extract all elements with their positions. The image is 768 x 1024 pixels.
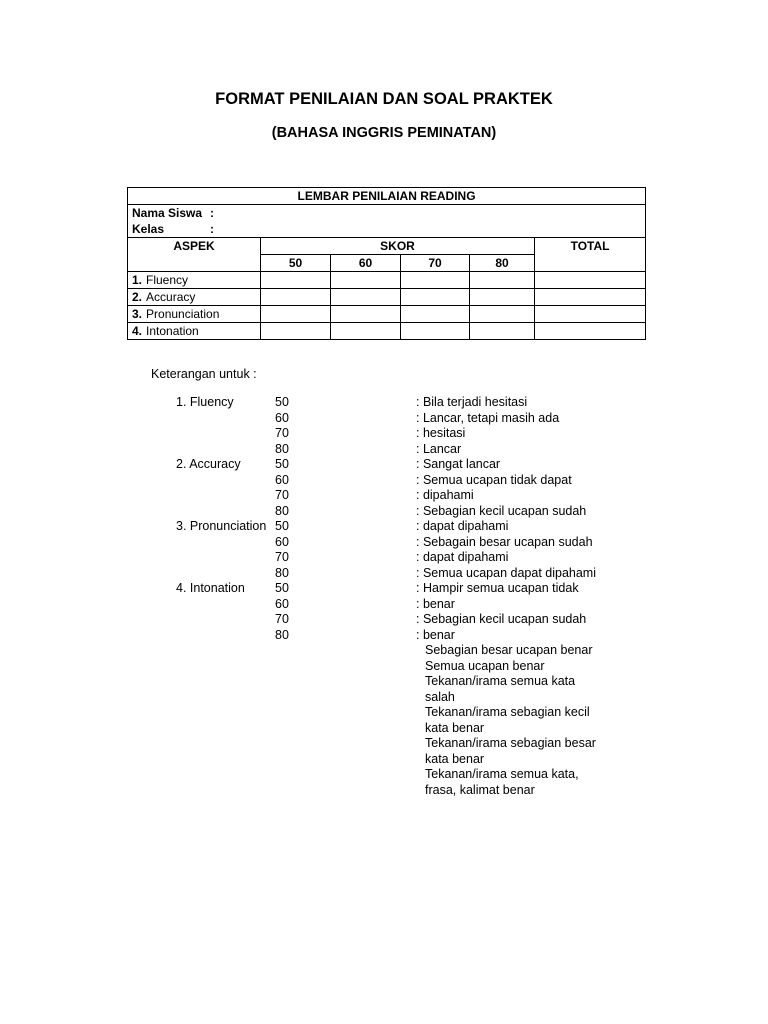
page-title: FORMAT PENILAIAN DAN SOAL PRAKTEK bbox=[215, 90, 553, 108]
list-item bbox=[176, 566, 596, 582]
list-item bbox=[176, 442, 596, 458]
legend-score: 60 bbox=[275, 410, 289, 425]
score-cell bbox=[331, 306, 401, 323]
legend-description: : Semua ucapan dapat dipahami bbox=[416, 565, 596, 580]
list-item bbox=[176, 488, 596, 504]
score-header-60: 60 bbox=[331, 255, 401, 272]
legend-score: 70 bbox=[275, 612, 289, 626]
total-cell bbox=[535, 306, 646, 323]
score-cell bbox=[401, 306, 470, 323]
legend-score: 70 bbox=[275, 550, 289, 564]
legend-category bbox=[176, 566, 275, 582]
list-item: Tekanan/irama semua kata, bbox=[425, 767, 579, 781]
list-item: Tekanan/irama sebagian besar bbox=[425, 736, 596, 750]
nama-siswa-colon: : bbox=[210, 206, 214, 220]
table-row bbox=[128, 306, 646, 323]
legend-description: : Sebagain besar ucapan sudah bbox=[416, 534, 593, 549]
aspect-label: Intonation bbox=[146, 324, 199, 338]
kelas-label: Kelas bbox=[132, 222, 165, 236]
legend-description: : benar bbox=[416, 627, 455, 642]
list-item: kata benar bbox=[425, 720, 485, 735]
legend-list bbox=[176, 395, 596, 643]
legend-category bbox=[176, 426, 275, 442]
score-header-70: 70 bbox=[401, 255, 470, 272]
legend-description: : Lancar bbox=[416, 441, 462, 456]
legend-category: 3. Pronunciation bbox=[176, 519, 267, 533]
score-cell bbox=[261, 289, 331, 306]
legend-score: 70 bbox=[275, 426, 289, 440]
legend-score: 80 bbox=[275, 503, 289, 518]
table-row bbox=[128, 289, 646, 306]
aspect-number: 4. bbox=[132, 324, 143, 338]
score-cell bbox=[470, 306, 535, 323]
legend-score: 50 bbox=[275, 395, 289, 409]
page-subtitle: (BAHASA INGGRIS PEMINATAN) bbox=[271, 125, 497, 141]
legend-score: 60 bbox=[275, 596, 289, 611]
legend-score: 50 bbox=[275, 457, 289, 471]
legend-description: : hesitasi bbox=[416, 426, 466, 440]
legend-description: : dapat dipahami bbox=[416, 519, 509, 533]
legend-score: 50 bbox=[275, 519, 289, 533]
total-cell bbox=[535, 323, 646, 340]
aspek-header: ASPEK bbox=[128, 238, 261, 272]
assessment-table bbox=[127, 187, 646, 340]
list-item bbox=[176, 550, 596, 566]
legend-description: : Sebagian kecil ucapan sudah bbox=[416, 612, 587, 626]
legend-score: 50 bbox=[275, 581, 289, 595]
list-item bbox=[176, 426, 596, 442]
legend-category bbox=[176, 504, 275, 520]
legend-category: 1. Fluency bbox=[176, 395, 234, 409]
legend-description: : benar bbox=[416, 596, 455, 611]
list-item bbox=[176, 457, 596, 473]
aspect-label: Accuracy bbox=[146, 290, 196, 304]
skor-header: SKOR bbox=[261, 238, 535, 255]
score-cell bbox=[470, 272, 535, 289]
legend-score: 80 bbox=[275, 441, 289, 456]
table-row bbox=[128, 272, 646, 289]
score-cell bbox=[261, 306, 331, 323]
keterangan-heading: Keterangan untuk : bbox=[151, 367, 257, 381]
score-header-50: 50 bbox=[261, 255, 331, 272]
score-cell bbox=[470, 289, 535, 306]
legend-score: 80 bbox=[275, 565, 289, 580]
score-cell bbox=[261, 323, 331, 340]
list-item bbox=[176, 581, 596, 597]
score-cell bbox=[331, 289, 401, 306]
legend-description: : Lancar, tetapi masih ada bbox=[416, 410, 560, 425]
list-item: Tekanan/irama sebagian kecil bbox=[425, 705, 590, 719]
student-info bbox=[128, 205, 646, 238]
list-item: Sebagian besar ucapan benar bbox=[425, 643, 593, 657]
aspect-cell bbox=[128, 289, 261, 306]
legend-description: : dipahami bbox=[416, 488, 474, 502]
nama-siswa-label: Nama Siswa bbox=[132, 206, 203, 220]
aspect-number: 3. bbox=[132, 307, 143, 321]
score-cell bbox=[261, 272, 331, 289]
aspect-label: Pronunciation bbox=[146, 307, 220, 321]
list-item: Semua ucapan benar bbox=[425, 658, 545, 673]
list-item bbox=[176, 395, 596, 411]
legend-category bbox=[176, 488, 275, 504]
legend-score: 60 bbox=[275, 534, 289, 549]
list-item: Tekanan/irama semua kata bbox=[425, 674, 576, 688]
total-cell bbox=[535, 272, 646, 289]
score-cell bbox=[470, 323, 535, 340]
list-item bbox=[176, 628, 596, 644]
score-cell bbox=[331, 323, 401, 340]
list-item bbox=[176, 519, 596, 535]
total-header: TOTAL bbox=[535, 238, 646, 272]
score-cell bbox=[401, 323, 470, 340]
table-row bbox=[128, 323, 646, 340]
list-item: frasa, kalimat benar bbox=[425, 782, 535, 797]
aspect-number: 1. bbox=[132, 273, 143, 287]
legend-category bbox=[176, 442, 275, 458]
list-item bbox=[176, 473, 596, 489]
aspect-cell bbox=[128, 306, 261, 323]
score-header-80: 80 bbox=[470, 255, 535, 272]
legend-category bbox=[176, 411, 275, 427]
legend-category: 4. Intonation bbox=[176, 581, 245, 595]
table-heading: LEMBAR PENILAIAN READING bbox=[128, 188, 646, 205]
list-item bbox=[176, 411, 596, 427]
legend-description: : dapat dipahami bbox=[416, 550, 509, 564]
legend-category: 2. Accuracy bbox=[176, 457, 241, 471]
list-item bbox=[176, 504, 596, 520]
legend-category bbox=[176, 550, 275, 566]
legend-category bbox=[176, 473, 275, 489]
score-cell bbox=[331, 272, 401, 289]
list-item bbox=[176, 612, 596, 628]
legend-category bbox=[176, 597, 275, 613]
aspect-number: 2. bbox=[132, 290, 143, 304]
extra-descriptions bbox=[425, 643, 596, 798]
aspect-cell bbox=[128, 272, 261, 289]
legend-description: : Sangat lancar bbox=[416, 457, 501, 471]
legend-description: : Sebagian kecil ucapan sudah bbox=[416, 503, 587, 518]
legend-description: : Hampir semua ucapan tidak bbox=[416, 581, 579, 595]
list-item bbox=[176, 535, 596, 551]
kelas-colon: : bbox=[210, 222, 214, 236]
score-cell bbox=[401, 272, 470, 289]
legend-description: : Bila terjadi hesitasi bbox=[416, 395, 528, 409]
list-item bbox=[176, 597, 596, 613]
aspect-cell bbox=[128, 323, 261, 340]
aspect-label: Fluency bbox=[146, 273, 189, 287]
legend-category bbox=[176, 535, 275, 551]
legend-category bbox=[176, 628, 275, 644]
score-cell bbox=[401, 289, 470, 306]
legend-score: 60 bbox=[275, 472, 289, 487]
legend-description: : Semua ucapan tidak dapat bbox=[416, 472, 572, 487]
list-item: kata benar bbox=[425, 751, 485, 766]
legend-score: 70 bbox=[275, 488, 289, 502]
legend-score: 80 bbox=[275, 627, 289, 642]
total-cell bbox=[535, 289, 646, 306]
list-item: salah bbox=[425, 689, 455, 704]
legend-category bbox=[176, 612, 275, 628]
